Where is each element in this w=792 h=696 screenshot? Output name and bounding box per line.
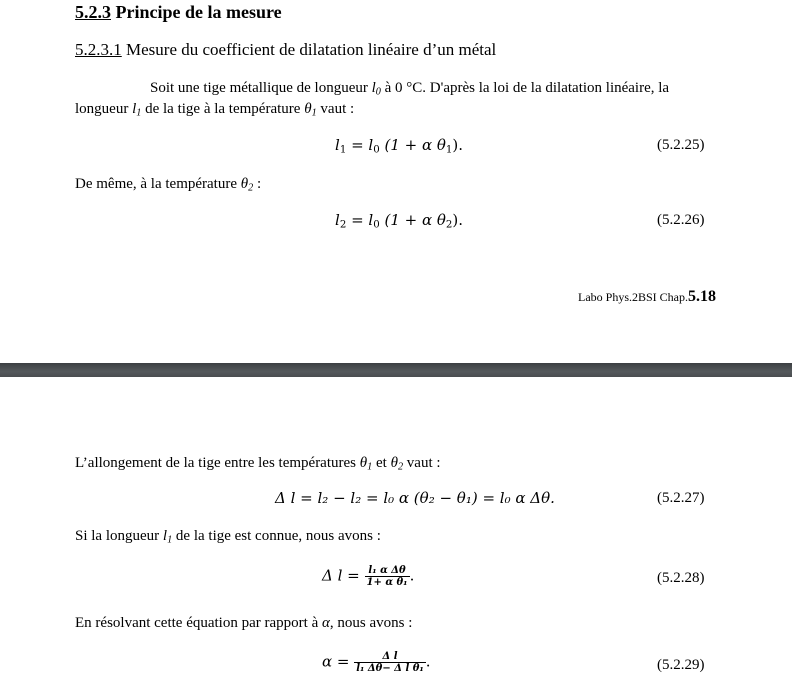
equation-5-2-25: $l_1 = l_0$ (1 + α $\theta_1$). — [335, 136, 464, 156]
equation-5-2-28: Δ l = $\frac{\text{l₁ α Δθ}}{\text{1+ α θ₁}}$ . — [322, 565, 415, 588]
text: Si la longueur — [75, 528, 163, 544]
text: En résolvant cette équation par rapport à — [75, 615, 322, 631]
paragraph-line — [150, 80, 669, 98]
subsection-heading — [75, 40, 496, 60]
section-heading — [75, 2, 282, 23]
text: Soit une tige métallique de longueur — [150, 80, 372, 96]
equation-number: (5.2.29) — [657, 657, 705, 673]
section-number: 5.2.3 — [75, 2, 111, 22]
symbol-alpha: α — [321, 615, 330, 631]
subsection-number: 5.2.3.1 — [75, 40, 122, 59]
symbol-theta1: $\theta_1$ — [304, 101, 317, 119]
text: : — [253, 176, 262, 192]
text: vaut : — [316, 101, 355, 117]
equation-number: (5.2.28) — [657, 570, 705, 586]
page-separator — [0, 363, 792, 377]
paragraph-line — [75, 455, 441, 473]
paragraph-line — [75, 615, 412, 632]
footer-text: Labo Phys.2BSI Chap. — [577, 290, 688, 304]
symbol-theta1: $\theta_1$ — [359, 455, 373, 473]
paragraph-line — [75, 528, 381, 546]
fraction: $\frac{\text{Δ l}}{\text{l₁ Δθ− Δ l θ₁}}$ — [356, 651, 424, 674]
text: de la tige à la température — [141, 101, 305, 117]
symbol-l0: $l_0$ — [371, 80, 381, 98]
text: vaut : — [403, 455, 441, 471]
section-title: Principe de la mesure — [115, 2, 282, 22]
page-number: 5.18 — [688, 288, 716, 305]
text: longueur — [75, 101, 133, 117]
symbol-theta2: $\theta_2$ — [240, 176, 254, 194]
subsection-title: Mesure du coefficient de dilatation linéaire d’un métal — [126, 40, 497, 59]
symbol-l1: $l_1$ — [132, 101, 142, 119]
fraction: $\frac{\text{l₁ α Δθ}}{\text{1+ α θ₁}}$ — [366, 565, 408, 588]
equation-5-2-27: Δ l = l₂ − l₂ = l₀ α (θ₂ − θ₁) = l₀ α Δθ. — [275, 489, 555, 507]
symbol-l1: $l_1$ — [162, 528, 173, 546]
page-footer — [578, 288, 716, 306]
text: L’allongement de la tige entre les températures — [75, 455, 360, 471]
paragraph-line — [75, 176, 261, 194]
text: et — [372, 455, 391, 471]
paragraph-line — [75, 101, 354, 119]
equation-number: (5.2.26) — [657, 212, 705, 228]
equation-number: (5.2.25) — [657, 137, 705, 153]
equation-number: (5.2.27) — [657, 490, 705, 506]
text: De même, à la température — [75, 176, 241, 192]
equation-5-2-26: $l_2 = l_0$ (1 + α $\theta_2$). — [335, 211, 464, 231]
text: , nous avons : — [329, 615, 413, 631]
symbol-theta2: $\theta_2$ — [390, 455, 404, 473]
text: de la tige est connue, nous avons : — [172, 528, 381, 544]
equation-5-2-29: α = $\frac{\text{Δ l}}{\text{l₁ Δθ− Δ l θ₁}}$ . — [322, 651, 431, 674]
text: à 0 °C. D'après la loi de la dilatation linéaire, la — [380, 80, 670, 96]
